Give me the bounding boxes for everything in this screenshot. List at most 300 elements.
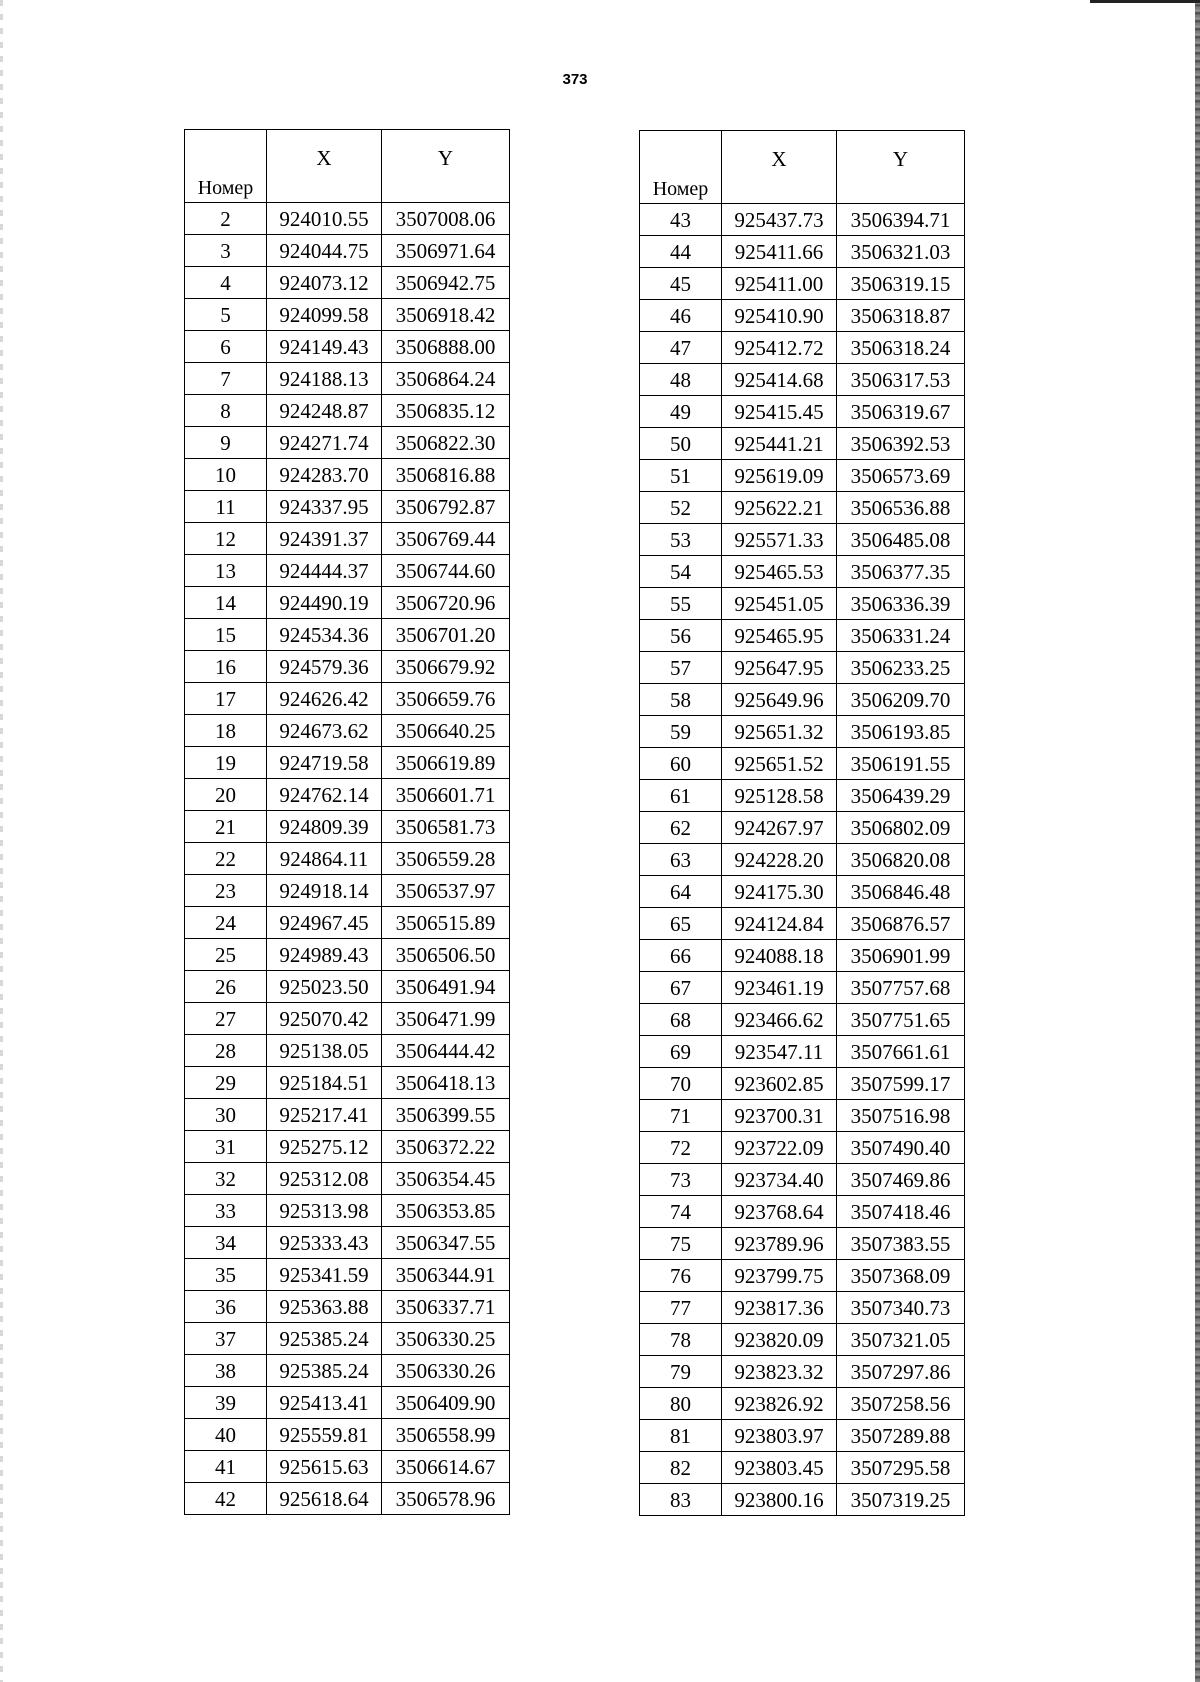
table-row bbox=[185, 619, 510, 651]
point-number-cell: 19 bbox=[185, 747, 267, 779]
header-number: Номер bbox=[185, 130, 267, 203]
y-coordinate-cell: 3506701.20 bbox=[382, 619, 510, 651]
table-row bbox=[185, 939, 510, 971]
table-row bbox=[640, 428, 965, 460]
table-row bbox=[185, 1035, 510, 1067]
y-coordinate-cell: 3506318.87 bbox=[837, 300, 965, 332]
table-row bbox=[185, 715, 510, 747]
y-coordinate-cell: 3506720.96 bbox=[382, 587, 510, 619]
point-number-cell: 77 bbox=[640, 1292, 722, 1324]
x-coordinate-cell: 925128.58 bbox=[722, 780, 837, 812]
table-row bbox=[185, 747, 510, 779]
point-number-cell: 9 bbox=[185, 427, 267, 459]
table-row bbox=[640, 908, 965, 940]
point-number-cell: 39 bbox=[185, 1387, 267, 1419]
table-row bbox=[185, 1067, 510, 1099]
y-coordinate-cell: 3506444.42 bbox=[382, 1035, 510, 1067]
point-number-cell: 63 bbox=[640, 844, 722, 876]
y-coordinate-cell: 3506394.71 bbox=[837, 204, 965, 236]
table-row bbox=[640, 492, 965, 524]
y-coordinate-cell: 3506337.71 bbox=[382, 1291, 510, 1323]
table-row bbox=[640, 1100, 965, 1132]
point-number-cell: 40 bbox=[185, 1419, 267, 1451]
point-number-cell: 61 bbox=[640, 780, 722, 812]
x-coordinate-cell: 925465.53 bbox=[722, 556, 837, 588]
table-row bbox=[185, 459, 510, 491]
point-number-cell: 53 bbox=[640, 524, 722, 556]
y-coordinate-cell: 3506331.24 bbox=[837, 620, 965, 652]
x-coordinate-cell: 925571.33 bbox=[722, 524, 837, 556]
table-row bbox=[640, 364, 965, 396]
y-coordinate-cell: 3506816.88 bbox=[382, 459, 510, 491]
y-coordinate-cell: 3506347.55 bbox=[382, 1227, 510, 1259]
table-row bbox=[185, 523, 510, 555]
point-number-cell: 41 bbox=[185, 1451, 267, 1483]
point-number-cell: 76 bbox=[640, 1260, 722, 1292]
x-coordinate-cell: 924088.18 bbox=[722, 940, 837, 972]
x-coordinate-cell: 923602.85 bbox=[722, 1068, 837, 1100]
y-coordinate-cell: 3507340.73 bbox=[837, 1292, 965, 1324]
x-coordinate-cell: 923820.09 bbox=[722, 1324, 837, 1356]
point-number-cell: 55 bbox=[640, 588, 722, 620]
point-number-cell: 29 bbox=[185, 1067, 267, 1099]
y-coordinate-cell: 3506876.57 bbox=[837, 908, 965, 940]
table-row bbox=[185, 1451, 510, 1483]
table-row bbox=[640, 972, 965, 1004]
point-number-cell: 6 bbox=[185, 331, 267, 363]
point-number-cell: 70 bbox=[640, 1068, 722, 1100]
x-coordinate-cell: 925333.43 bbox=[267, 1227, 382, 1259]
point-number-cell: 50 bbox=[640, 428, 722, 460]
point-number-cell: 45 bbox=[640, 268, 722, 300]
table-row bbox=[640, 1196, 965, 1228]
x-coordinate-cell: 923823.32 bbox=[722, 1356, 837, 1388]
x-coordinate-cell: 925275.12 bbox=[267, 1131, 382, 1163]
x-coordinate-cell: 924010.55 bbox=[267, 203, 382, 235]
y-coordinate-cell: 3507599.17 bbox=[837, 1068, 965, 1100]
x-coordinate-cell: 924073.12 bbox=[267, 267, 382, 299]
y-coordinate-cell: 3507297.86 bbox=[837, 1356, 965, 1388]
x-coordinate-cell: 923734.40 bbox=[722, 1164, 837, 1196]
point-number-cell: 2 bbox=[185, 203, 267, 235]
x-coordinate-cell: 925622.21 bbox=[722, 492, 837, 524]
table-row bbox=[640, 204, 965, 236]
y-coordinate-cell: 3507757.68 bbox=[837, 972, 965, 1004]
point-number-cell: 26 bbox=[185, 971, 267, 1003]
y-coordinate-cell: 3506471.99 bbox=[382, 1003, 510, 1035]
point-number-cell: 79 bbox=[640, 1356, 722, 1388]
coordinates-table-left bbox=[184, 129, 510, 1515]
point-number-cell: 66 bbox=[640, 940, 722, 972]
scan-edge-right bbox=[1195, 0, 1200, 1682]
point-number-cell: 72 bbox=[640, 1132, 722, 1164]
header-x: X bbox=[722, 131, 837, 204]
point-number-cell: 35 bbox=[185, 1259, 267, 1291]
x-coordinate-cell: 925415.45 bbox=[722, 396, 837, 428]
y-coordinate-cell: 3506573.69 bbox=[837, 460, 965, 492]
table-row bbox=[640, 1036, 965, 1068]
y-coordinate-cell: 3506399.55 bbox=[382, 1099, 510, 1131]
y-coordinate-cell: 3506820.08 bbox=[837, 844, 965, 876]
table-row bbox=[185, 427, 510, 459]
table-row bbox=[185, 651, 510, 683]
point-number-cell: 42 bbox=[185, 1483, 267, 1515]
y-coordinate-cell: 3506392.53 bbox=[837, 428, 965, 460]
scan-edge-left bbox=[0, 0, 3, 1682]
table-row bbox=[185, 1323, 510, 1355]
x-coordinate-cell: 924188.13 bbox=[267, 363, 382, 395]
y-coordinate-cell: 3506506.50 bbox=[382, 939, 510, 971]
point-number-cell: 73 bbox=[640, 1164, 722, 1196]
y-coordinate-cell: 3506769.44 bbox=[382, 523, 510, 555]
table-row bbox=[640, 620, 965, 652]
point-number-cell: 28 bbox=[185, 1035, 267, 1067]
table-row bbox=[185, 683, 510, 715]
y-coordinate-cell: 3506439.29 bbox=[837, 780, 965, 812]
table-row bbox=[185, 779, 510, 811]
x-coordinate-cell: 925618.64 bbox=[267, 1483, 382, 1515]
table-row bbox=[640, 300, 965, 332]
point-number-cell: 3 bbox=[185, 235, 267, 267]
x-coordinate-cell: 925437.73 bbox=[722, 204, 837, 236]
point-number-cell: 83 bbox=[640, 1484, 722, 1516]
point-number-cell: 37 bbox=[185, 1323, 267, 1355]
y-coordinate-cell: 3506559.28 bbox=[382, 843, 510, 875]
y-coordinate-cell: 3506330.26 bbox=[382, 1355, 510, 1387]
y-coordinate-cell: 3506344.91 bbox=[382, 1259, 510, 1291]
point-number-cell: 65 bbox=[640, 908, 722, 940]
y-coordinate-cell: 3506835.12 bbox=[382, 395, 510, 427]
table-row bbox=[640, 1420, 965, 1452]
point-number-cell: 51 bbox=[640, 460, 722, 492]
x-coordinate-cell: 923768.64 bbox=[722, 1196, 837, 1228]
x-coordinate-cell: 924283.70 bbox=[267, 459, 382, 491]
y-coordinate-cell: 3506846.48 bbox=[837, 876, 965, 908]
point-number-cell: 17 bbox=[185, 683, 267, 715]
y-coordinate-cell: 3506209.70 bbox=[837, 684, 965, 716]
x-coordinate-cell: 925441.21 bbox=[722, 428, 837, 460]
table-row bbox=[185, 491, 510, 523]
point-number-cell: 33 bbox=[185, 1195, 267, 1227]
x-coordinate-cell: 923799.75 bbox=[722, 1260, 837, 1292]
point-number-cell: 58 bbox=[640, 684, 722, 716]
x-coordinate-cell: 924391.37 bbox=[267, 523, 382, 555]
table-header-row bbox=[185, 130, 510, 203]
x-coordinate-cell: 925649.96 bbox=[722, 684, 837, 716]
y-coordinate-cell: 3506317.53 bbox=[837, 364, 965, 396]
y-coordinate-cell: 3506491.94 bbox=[382, 971, 510, 1003]
point-number-cell: 82 bbox=[640, 1452, 722, 1484]
x-coordinate-cell: 924099.58 bbox=[267, 299, 382, 331]
table-row bbox=[640, 1452, 965, 1484]
x-coordinate-cell: 925465.95 bbox=[722, 620, 837, 652]
y-coordinate-cell: 3506319.15 bbox=[837, 268, 965, 300]
table-row bbox=[640, 1324, 965, 1356]
x-coordinate-cell: 924918.14 bbox=[267, 875, 382, 907]
x-coordinate-cell: 924267.97 bbox=[722, 812, 837, 844]
point-number-cell: 5 bbox=[185, 299, 267, 331]
point-number-cell: 12 bbox=[185, 523, 267, 555]
point-number-cell: 69 bbox=[640, 1036, 722, 1068]
point-number-cell: 8 bbox=[185, 395, 267, 427]
point-number-cell: 7 bbox=[185, 363, 267, 395]
y-coordinate-cell: 3507321.05 bbox=[837, 1324, 965, 1356]
header-number: Номер bbox=[640, 131, 722, 204]
y-coordinate-cell: 3506792.87 bbox=[382, 491, 510, 523]
x-coordinate-cell: 925619.09 bbox=[722, 460, 837, 492]
point-number-cell: 68 bbox=[640, 1004, 722, 1036]
y-coordinate-cell: 3506619.89 bbox=[382, 747, 510, 779]
table-row bbox=[185, 267, 510, 299]
table-row bbox=[185, 1259, 510, 1291]
point-number-cell: 81 bbox=[640, 1420, 722, 1452]
x-coordinate-cell: 925313.98 bbox=[267, 1195, 382, 1227]
coordinates-table-right bbox=[639, 130, 965, 1516]
table-row bbox=[640, 844, 965, 876]
y-coordinate-cell: 3506372.22 bbox=[382, 1131, 510, 1163]
point-number-cell: 75 bbox=[640, 1228, 722, 1260]
table-row bbox=[185, 1131, 510, 1163]
y-coordinate-cell: 3506744.60 bbox=[382, 555, 510, 587]
point-number-cell: 67 bbox=[640, 972, 722, 1004]
y-coordinate-cell: 3506330.25 bbox=[382, 1323, 510, 1355]
table-row bbox=[640, 1004, 965, 1036]
y-coordinate-cell: 3507258.56 bbox=[837, 1388, 965, 1420]
x-coordinate-cell: 924444.37 bbox=[267, 555, 382, 587]
table-row bbox=[640, 1068, 965, 1100]
point-number-cell: 57 bbox=[640, 652, 722, 684]
table-row bbox=[185, 555, 510, 587]
y-coordinate-cell: 3506659.76 bbox=[382, 683, 510, 715]
y-coordinate-cell: 3506321.03 bbox=[837, 236, 965, 268]
table-row bbox=[185, 1195, 510, 1227]
x-coordinate-cell: 924809.39 bbox=[267, 811, 382, 843]
y-coordinate-cell: 3506614.67 bbox=[382, 1451, 510, 1483]
y-coordinate-cell: 3506888.00 bbox=[382, 331, 510, 363]
x-coordinate-cell: 925451.05 bbox=[722, 588, 837, 620]
y-coordinate-cell: 3506578.96 bbox=[382, 1483, 510, 1515]
y-coordinate-cell: 3506418.13 bbox=[382, 1067, 510, 1099]
point-number-cell: 43 bbox=[640, 204, 722, 236]
y-coordinate-cell: 3507383.55 bbox=[837, 1228, 965, 1260]
x-coordinate-cell: 925385.24 bbox=[267, 1355, 382, 1387]
point-number-cell: 14 bbox=[185, 587, 267, 619]
y-coordinate-cell: 3506918.42 bbox=[382, 299, 510, 331]
point-number-cell: 48 bbox=[640, 364, 722, 396]
y-coordinate-cell: 3507490.40 bbox=[837, 1132, 965, 1164]
table-row bbox=[640, 716, 965, 748]
x-coordinate-cell: 923722.09 bbox=[722, 1132, 837, 1164]
table-row bbox=[640, 1356, 965, 1388]
x-coordinate-cell: 924626.42 bbox=[267, 683, 382, 715]
y-coordinate-cell: 3507751.65 bbox=[837, 1004, 965, 1036]
point-number-cell: 46 bbox=[640, 300, 722, 332]
x-coordinate-cell: 925385.24 bbox=[267, 1323, 382, 1355]
point-number-cell: 11 bbox=[185, 491, 267, 523]
point-number-cell: 15 bbox=[185, 619, 267, 651]
y-coordinate-cell: 3506377.35 bbox=[837, 556, 965, 588]
table-row bbox=[185, 363, 510, 395]
table-row bbox=[185, 587, 510, 619]
table-row bbox=[640, 268, 965, 300]
point-number-cell: 24 bbox=[185, 907, 267, 939]
x-coordinate-cell: 923700.31 bbox=[722, 1100, 837, 1132]
table-row bbox=[640, 684, 965, 716]
table-row bbox=[185, 1355, 510, 1387]
table-body-left bbox=[185, 203, 510, 1515]
y-coordinate-cell: 3506802.09 bbox=[837, 812, 965, 844]
table-row bbox=[640, 1292, 965, 1324]
x-coordinate-cell: 925138.05 bbox=[267, 1035, 382, 1067]
point-number-cell: 23 bbox=[185, 875, 267, 907]
y-coordinate-cell: 3507319.25 bbox=[837, 1484, 965, 1516]
table-row bbox=[185, 1099, 510, 1131]
point-number-cell: 60 bbox=[640, 748, 722, 780]
point-number-cell: 36 bbox=[185, 1291, 267, 1323]
point-number-cell: 18 bbox=[185, 715, 267, 747]
x-coordinate-cell: 924228.20 bbox=[722, 844, 837, 876]
y-coordinate-cell: 3506581.73 bbox=[382, 811, 510, 843]
x-coordinate-cell: 924864.11 bbox=[267, 843, 382, 875]
table-row bbox=[640, 780, 965, 812]
y-coordinate-cell: 3506191.55 bbox=[837, 748, 965, 780]
point-number-cell: 32 bbox=[185, 1163, 267, 1195]
y-coordinate-cell: 3507368.09 bbox=[837, 1260, 965, 1292]
x-coordinate-cell: 924248.87 bbox=[267, 395, 382, 427]
header-y: Y bbox=[382, 130, 510, 203]
x-coordinate-cell: 925411.00 bbox=[722, 268, 837, 300]
y-coordinate-cell: 3506485.08 bbox=[837, 524, 965, 556]
y-coordinate-cell: 3506901.99 bbox=[837, 940, 965, 972]
table-row bbox=[640, 652, 965, 684]
table-row bbox=[640, 1484, 965, 1516]
point-number-cell: 59 bbox=[640, 716, 722, 748]
y-coordinate-cell: 3506318.24 bbox=[837, 332, 965, 364]
y-coordinate-cell: 3507008.06 bbox=[382, 203, 510, 235]
point-number-cell: 74 bbox=[640, 1196, 722, 1228]
point-number-cell: 49 bbox=[640, 396, 722, 428]
table-row bbox=[640, 1164, 965, 1196]
x-coordinate-cell: 923800.16 bbox=[722, 1484, 837, 1516]
x-coordinate-cell: 923789.96 bbox=[722, 1228, 837, 1260]
point-number-cell: 80 bbox=[640, 1388, 722, 1420]
y-coordinate-cell: 3507418.46 bbox=[837, 1196, 965, 1228]
x-coordinate-cell: 925410.90 bbox=[722, 300, 837, 332]
x-coordinate-cell: 925341.59 bbox=[267, 1259, 382, 1291]
page-number: 373 bbox=[562, 71, 588, 88]
header-x: X bbox=[267, 130, 382, 203]
point-number-cell: 25 bbox=[185, 939, 267, 971]
y-coordinate-cell: 3506601.71 bbox=[382, 779, 510, 811]
point-number-cell: 54 bbox=[640, 556, 722, 588]
table-row bbox=[640, 588, 965, 620]
point-number-cell: 64 bbox=[640, 876, 722, 908]
x-coordinate-cell: 924967.45 bbox=[267, 907, 382, 939]
table-row bbox=[185, 1483, 510, 1515]
table-row bbox=[185, 971, 510, 1003]
table-row bbox=[185, 331, 510, 363]
y-coordinate-cell: 3506233.25 bbox=[837, 652, 965, 684]
point-number-cell: 20 bbox=[185, 779, 267, 811]
x-coordinate-cell: 924271.74 bbox=[267, 427, 382, 459]
table-row bbox=[640, 460, 965, 492]
x-coordinate-cell: 925411.66 bbox=[722, 236, 837, 268]
table-row bbox=[640, 1388, 965, 1420]
x-coordinate-cell: 924673.62 bbox=[267, 715, 382, 747]
x-coordinate-cell: 924534.36 bbox=[267, 619, 382, 651]
x-coordinate-cell: 924579.36 bbox=[267, 651, 382, 683]
table-row bbox=[640, 236, 965, 268]
x-coordinate-cell: 925412.72 bbox=[722, 332, 837, 364]
y-coordinate-cell: 3506971.64 bbox=[382, 235, 510, 267]
y-coordinate-cell: 3506354.45 bbox=[382, 1163, 510, 1195]
table-row bbox=[640, 556, 965, 588]
x-coordinate-cell: 924175.30 bbox=[722, 876, 837, 908]
table-row bbox=[185, 1419, 510, 1451]
table-row bbox=[640, 1132, 965, 1164]
table-row bbox=[185, 1003, 510, 1035]
table-row bbox=[640, 812, 965, 844]
point-number-cell: 10 bbox=[185, 459, 267, 491]
point-number-cell: 22 bbox=[185, 843, 267, 875]
table-row bbox=[185, 1291, 510, 1323]
table-row bbox=[185, 1387, 510, 1419]
y-coordinate-cell: 3506640.25 bbox=[382, 715, 510, 747]
point-number-cell: 34 bbox=[185, 1227, 267, 1259]
point-number-cell: 62 bbox=[640, 812, 722, 844]
x-coordinate-cell: 924149.43 bbox=[267, 331, 382, 363]
x-coordinate-cell: 924124.84 bbox=[722, 908, 837, 940]
x-coordinate-cell: 925217.41 bbox=[267, 1099, 382, 1131]
x-coordinate-cell: 924490.19 bbox=[267, 587, 382, 619]
point-number-cell: 16 bbox=[185, 651, 267, 683]
table-row bbox=[185, 875, 510, 907]
y-coordinate-cell: 3506536.88 bbox=[837, 492, 965, 524]
table-row bbox=[640, 876, 965, 908]
x-coordinate-cell: 923803.97 bbox=[722, 1420, 837, 1452]
table-row bbox=[640, 524, 965, 556]
point-number-cell: 27 bbox=[185, 1003, 267, 1035]
y-coordinate-cell: 3507469.86 bbox=[837, 1164, 965, 1196]
y-coordinate-cell: 3506319.67 bbox=[837, 396, 965, 428]
y-coordinate-cell: 3507661.61 bbox=[837, 1036, 965, 1068]
table-row bbox=[640, 332, 965, 364]
x-coordinate-cell: 923826.92 bbox=[722, 1388, 837, 1420]
y-coordinate-cell: 3506942.75 bbox=[382, 267, 510, 299]
x-coordinate-cell: 925070.42 bbox=[267, 1003, 382, 1035]
table-row bbox=[185, 907, 510, 939]
table-row bbox=[185, 203, 510, 235]
y-coordinate-cell: 3506193.85 bbox=[837, 716, 965, 748]
point-number-cell: 13 bbox=[185, 555, 267, 587]
y-coordinate-cell: 3506353.85 bbox=[382, 1195, 510, 1227]
x-coordinate-cell: 923461.19 bbox=[722, 972, 837, 1004]
table-row bbox=[185, 299, 510, 331]
table-row bbox=[640, 748, 965, 780]
y-coordinate-cell: 3506558.99 bbox=[382, 1419, 510, 1451]
scan-edge-top-mark bbox=[1090, 0, 1200, 3]
x-coordinate-cell: 925615.63 bbox=[267, 1451, 382, 1483]
x-coordinate-cell: 923466.62 bbox=[722, 1004, 837, 1036]
point-number-cell: 78 bbox=[640, 1324, 722, 1356]
point-number-cell: 52 bbox=[640, 492, 722, 524]
x-coordinate-cell: 925651.32 bbox=[722, 716, 837, 748]
table-row bbox=[185, 395, 510, 427]
x-coordinate-cell: 925184.51 bbox=[267, 1067, 382, 1099]
table-row bbox=[640, 1228, 965, 1260]
point-number-cell: 30 bbox=[185, 1099, 267, 1131]
x-coordinate-cell: 924762.14 bbox=[267, 779, 382, 811]
